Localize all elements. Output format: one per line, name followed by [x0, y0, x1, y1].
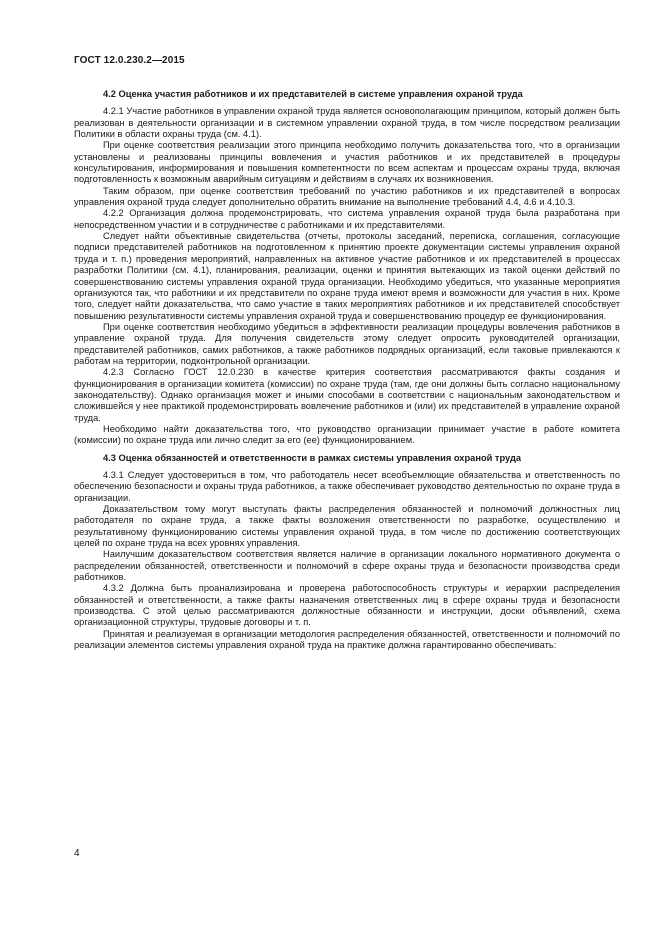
section-4-2 [74, 89, 620, 447]
document-body [74, 89, 620, 652]
paragraph: 4.3.1 Следует удостовериться в том, что работодатель несет всеобъемлющие обязательства и ответственность по обеспечению безопасности и охраны труда работников, а также обеспечивает руководство деятельностью по охране труда в организации. [74, 470, 620, 503]
paragraph: 4.2.1 Участие работников в управлении охраной труда является основополагающим принципом, который должен быть реализован в деятельности организации и в системном управлении охраной труда, в том числе посредством реализации Политики в области охраны труда (см. 4.1). [74, 106, 620, 140]
paragraph: При оценке соответствия реализации этого принципа необходимо получить доказательства того, что в организации установлены и реализованы принципы вовлечения и участия работников и их представителей в процедуры консультирования, информирования и повышения компетентности по всем аспектам и процессам охраны труда, включая подготовленность к возможным аварийным ситуациям и действиям в случаях их возникновения. [74, 140, 620, 185]
paragraph: Необходимо найти доказательства того, что руководство организации принимает участие в работе комитета (комиссии) по охране труда или лично следит за его (ее) функционированием. [74, 423, 620, 446]
paragraph: Наилучшим доказательством соответствия является наличие в организации локального нормативного документа о распределении обязанностей, ответственности и полномочий в сфере охраны труда и безопасности производства среди работников. [74, 549, 620, 583]
paragraph: Доказательством тому могут выступать факты распределения обязанностей и полномочий должностных лиц работодателя по охране труда, а также факты возложения ответственности по разработке, осуществлению и результативному функционированию системы управления охраной труда, в том числе по достижению соответствующих целей по охране труда на всех уровнях управления. [74, 504, 620, 549]
paragraph: 4.2.3 Согласно ГОСТ 12.0.230 в качестве критерия соответствия рассматриваются факты создания и функционирования в организации комитета (комиссии) по охране труда (там, где они должны быть согласно национальному законодательству). Однако организация может и иными способами в соответствии с национальным законодательством и сложившейся у нее практикой продемонстрировать вовлечение работников и (или) их представителей в управление охраной труда. [74, 367, 620, 423]
paragraph: Таким образом, при оценке соответствия требований по участию работников и их представителей в вопросах управления охраной труда следует дополнительно обратить внимание на выполнение требований 4.4, 4.6 и 4.10.3. [74, 185, 620, 208]
paragraph: Принятая и реализуемая в организации методология распределения обязанностей, ответственности и полномочий по реализации элементов системы управления охраной труда на практике должна гарантированно обеспечивать: [74, 628, 620, 651]
section-4-3 [74, 453, 620, 652]
document-header: ГОСТ 12.0.230.2—2015 [74, 55, 185, 66]
section-heading: 4.3 Оценка обязанностей и ответственности в рамках системы управления охраной труда [103, 452, 522, 463]
page-number: 4 [74, 848, 80, 859]
paragraph: 4.2.2 Организация должна продемонстрировать, что система управления охраной труда была разработана при непосредственном участии и в сотрудничестве с работниками и их представителями. [74, 208, 620, 230]
section-heading: 4.2 Оценка участия работников и их представителей в системе управления охраной труда [103, 89, 523, 99]
paragraph: 4.3.2 Должна быть проанализирована и проверена работоспособность структуры и иерархии распределения обязанностей и ответственности, а также факты назначения ответственных лиц в сфере охраны труда и безопасности производства. С этой целью рассматриваются должностные обязанности и инструкции, доски объявлений, схема организационной структуры, трудовые договоры и т. п. [74, 583, 620, 628]
paragraph: При оценке соответствия необходимо убедиться в эффективности реализации процедуры вовлечения работников в управление охраной труда. Для получения свидетельств этому следует опросить руководителей организации, представителей работников, самих работников, а также работников подрядных организаций, если таковые привлекаются к работам на территории, подконтрольной организации. [74, 321, 620, 366]
paragraph: Следует найти объективные свидетельства (отчеты, протоколы заседаний, переписка, соглашения, согласующие подписи представителей работников на подготовленном к принятию проекте документации системы управления охраной труда и т. п.) проведения мероприятий, направленных на активное участие работников и их представителей в процессах разработки Политики (см. 4.1), планирования, реализации, оценки и принятия вытекающих из такой оценки действий по совершенствованию системы управления охраной труда организации. Необходимо убедиться, что указанные мероприятия организуются так, что работники и их представители по охране труда имеют время и возможности для участия в них. Кроме того, следует найти доказательства, что само участие в таких мероприятиях работников и их представителей способствует повышению результативности системы управления охраной труда и совершенствованию процедур ее функционирования. [74, 231, 620, 321]
